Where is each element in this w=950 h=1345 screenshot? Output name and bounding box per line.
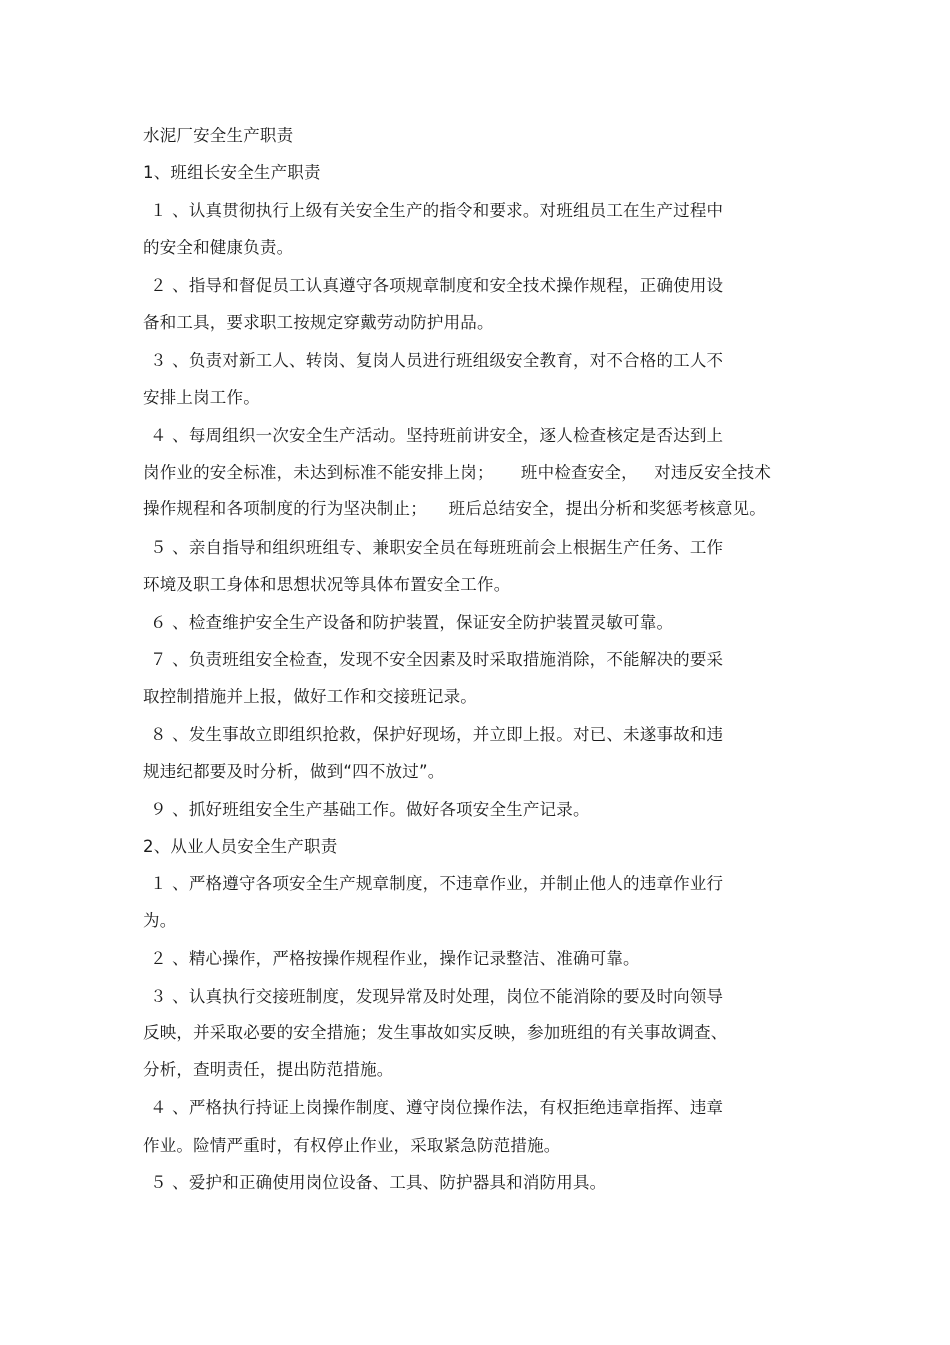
section-1-heading: 1、班组长安全生产职责 [143, 163, 321, 182]
section-2-heading: 2、从业人员安全生产职责 [143, 837, 338, 856]
s1-item-3-line-2: 安排上岗工作。 [143, 388, 260, 407]
s2-item-4-line-1: ４ 、严格执行持证上岗操作制度、遵守岗位操作法，有权拒绝违章指挥、违章 [150, 1098, 724, 1117]
s2-item-1-line-2: 为。 [143, 911, 177, 930]
document-title: 水泥厂安全生产职责 [143, 126, 294, 145]
s2-item-2-line-1: ２ 、精心操作，严格按操作规程作业，操作记录整洁、准确可靠。 [150, 949, 640, 968]
s1-item-2-line-2: 备和工具，要求职工按规定穿戴劳动防护用品。 [143, 313, 494, 332]
s1-item-4-line-1: ４ 、每周组织一次安全生产活动。坚持班前讲安全，逐人检查核定是否达到上 [150, 426, 724, 445]
s1-item-6-line-1: ６ 、检查维护安全生产设备和防护装置，保证安全防护装置灵敏可靠。 [150, 613, 674, 632]
s1-item-4-line-3: 操作规程和各项制度的行为坚决制止； 班后总结安全，提出分析和奖惩考核意见。 [143, 499, 766, 518]
s2-item-3-line-3: 分析，查明责任，提出防范措施。 [143, 1060, 394, 1079]
s2-item-1-line-1: １ 、严格遵守各项安全生产规章制度，不违章作业，并制止他人的违章作业行 [150, 874, 724, 893]
s1-item-1-line-1: １ 、认真贯彻执行上级有关安全生产的指令和要求。对班组员工在生产过程中 [150, 201, 724, 220]
s2-item-5-line-1: ５ 、爱护和正确使用岗位设备、工具、防护器具和消防用具。 [150, 1173, 607, 1192]
s1-item-5-line-2: 环境及职工身体和思想状况等具体布置安全工作。 [143, 575, 511, 594]
s1-item-8-line-2: 规违纪都要及时分析，做到“四不放过”。 [143, 762, 445, 781]
s1-item-7-line-1: ７ 、负责班组安全检查，发现不安全因素及时采取措施消除，不能解决的要采 [150, 650, 724, 669]
s1-item-9-line-1: ９ 、抓好班组安全生产基础工作。做好各项安全生产记录。 [150, 800, 590, 819]
s1-item-1-line-2: 的安全和健康负责。 [143, 238, 294, 257]
s1-item-8-line-1: ８ 、发生事故立即组织抢救，保护好现场，并立即上报。对已、未遂事故和违 [150, 725, 724, 744]
s1-item-7-line-2: 取控制措施并上报，做好工作和交接班记录。 [143, 687, 477, 706]
s1-item-5-line-1: ５ 、亲自指导和组织班组专、兼职安全员在每班班前会上根据生产任务、工作 [150, 538, 724, 557]
s1-item-4-line-2: 岗作业的安全标准，未达到标准不能安排上岗； 班中检查安全， 对违反安全技术 [143, 463, 772, 482]
s1-item-3-line-1: ３ 、负责对新工人、转岗、复岗人员进行班组级安全教育，对不合格的工人不 [150, 351, 724, 370]
s1-item-2-line-1: ２ 、指导和督促员工认真遵守各项规章制度和安全技术操作规程，正确使用设 [150, 276, 724, 295]
s2-item-3-line-1: ３ 、认真执行交接班制度，发现异常及时处理，岗位不能消除的要及时向领导 [150, 987, 724, 1006]
s2-item-3-line-2: 反映，并采取必要的安全措施；发生事故如实反映，参加班组的有关事故调查、 [143, 1023, 728, 1042]
s2-item-4-line-2: 作业。险情严重时，有权停止作业，采取紧急防范措施。 [143, 1136, 561, 1155]
